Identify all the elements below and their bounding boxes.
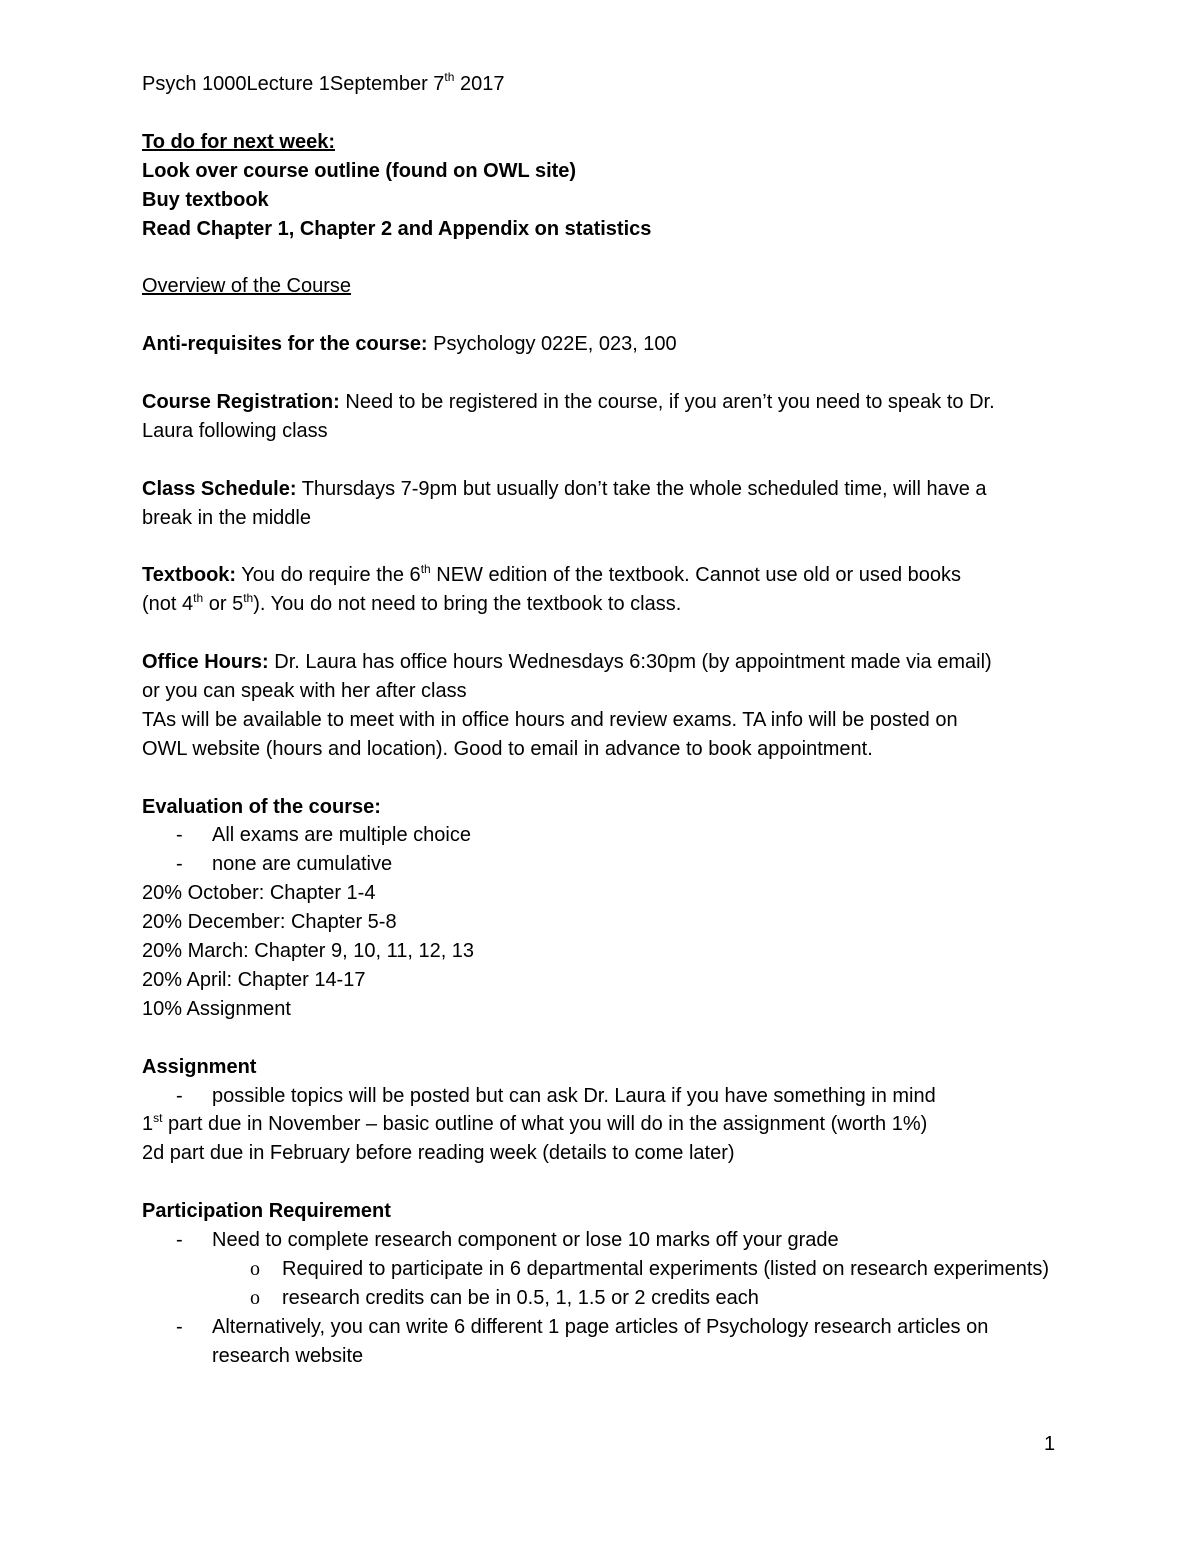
page-number: 1	[1044, 1433, 1056, 1455]
lecture-label: Lecture 1	[246, 73, 330, 95]
registration-line: Laura following class	[142, 419, 328, 442]
sub-list-item: o research credits can be in 0.5, 1, 1.5 or 2 credits each	[142, 1284, 1062, 1313]
antirequisites-paragraph	[142, 330, 1062, 359]
circle-bullet: o	[250, 1286, 260, 1309]
textbook-line: (not 4th or 5th). You do not need to bring the textbook to class.	[142, 590, 682, 616]
antirequisites-label: Anti-requisites for the course:	[142, 333, 428, 356]
schedule-line: break in the middle	[142, 506, 311, 529]
textbook-label: Textbook:	[142, 564, 237, 587]
list-item: - possible topics will be posted but can ask Dr. Laura if you have something in mind	[142, 1082, 1062, 1111]
evaluation-heading: Evaluation of the course:	[142, 795, 381, 818]
office-hours-line: OWL website (hours and location). Good to email in advance to book appointment.	[142, 737, 873, 760]
dash-bullet: -	[176, 824, 183, 847]
schedule-paragraph: Class Schedule: Thursdays 7-9pm but usually don’t take the whole scheduled time, will have a	[142, 477, 987, 500]
registration-label: Course Registration:	[142, 390, 340, 413]
office-hours-line: or you can speak with her after class	[142, 679, 467, 702]
participation-heading: Participation Requirement	[142, 1200, 391, 1223]
date-ordinal: th	[444, 70, 455, 85]
list-item: - none are cumulative	[142, 850, 1062, 879]
dash-bullet: -	[176, 1315, 183, 1338]
dash-bullet: -	[176, 1084, 183, 1107]
todo-heading: To do for next week:	[142, 130, 335, 153]
circle-bullet: o	[250, 1258, 260, 1280]
schedule-label: Class Schedule:	[142, 477, 297, 500]
evaluation-weight: 20% December: Chapter 5-8	[142, 911, 397, 934]
todo-item: Buy textbook	[142, 188, 269, 211]
overview-heading: Overview of the Course	[142, 275, 351, 298]
evaluation-weight: 20% October: Chapter 1-4	[142, 882, 376, 905]
evaluation-weight: 20% April: Chapter 14-17	[142, 968, 366, 991]
list-item: - Alternatively, you can write 6 different 1 page articles of Psychology research articles on research website	[142, 1313, 1062, 1371]
registration-paragraph: Course Registration: Need to be registered in the course, if you aren’t you need to speak to Dr.	[142, 390, 995, 413]
dash-bullet: -	[176, 1229, 183, 1252]
assignment-part-one: 1st part due in November – basic outline of what you will do in the assignment (worth 1%)	[142, 1110, 928, 1136]
list-item: - Need to complete research component or lose 10 marks off your grade	[142, 1226, 1062, 1255]
document-body	[142, 70, 1062, 1371]
antirequisites-text: Psychology 022E, 023, 100	[427, 333, 677, 356]
office-hours-label: Office Hours:	[142, 651, 269, 674]
textbook-paragraph: Textbook: You do require the 6th NEW edition of the textbook. Cannot use old or used books	[142, 561, 962, 587]
lecture-date: September 7	[329, 73, 445, 95]
document-header	[142, 70, 1062, 99]
dash-bullet: -	[176, 853, 183, 876]
list-item: - All exams are multiple choice	[142, 821, 1062, 850]
assignment-heading: Assignment	[142, 1055, 257, 1078]
sub-list-item: o Required to participate in 6 departmental experiments (listed on research experiments)	[142, 1255, 1062, 1284]
office-hours-line: TAs will be available to meet with in office hours and review exams. TA info will be posted on	[142, 708, 958, 731]
course-code: Psych 1000	[142, 73, 247, 95]
evaluation-weight: 10% Assignment	[142, 997, 291, 1020]
todo-item: Look over course outline (found on OWL site)	[142, 159, 577, 182]
evaluation-weight: 20% March: Chapter 9, 10, 11, 12, 13	[142, 940, 475, 963]
lecture-year: 2017	[454, 73, 505, 95]
assignment-part-two: 2d part due in February before reading week (details to come later)	[142, 1142, 735, 1165]
office-hours-paragraph: Office Hours: Dr. Laura has office hours Wednesdays 6:30pm (by appointment made via email)	[142, 651, 992, 674]
todo-item: Read Chapter 1, Chapter 2 and Appendix on statistics	[142, 217, 652, 240]
